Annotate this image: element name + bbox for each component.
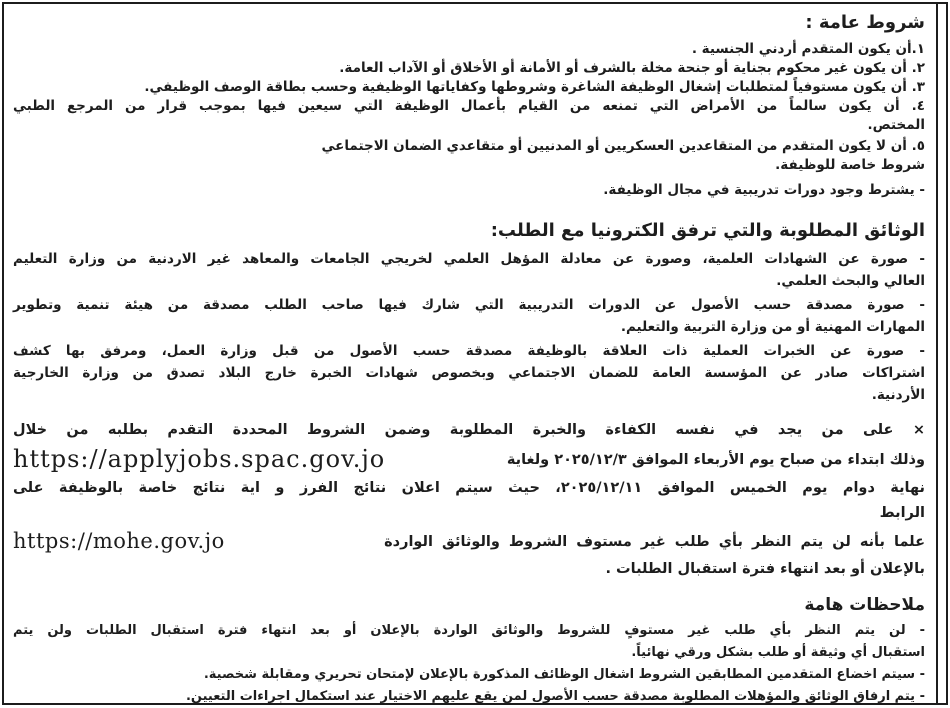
application-line: بالإعلان أو بعد انتهاء فترة استقبال الطلبات . [605, 561, 925, 577]
application-line: الرابط [879, 505, 925, 521]
condition-line: ٤. أن يكون سالماً من الأمراض التي تمنعه من القيام بأعمال الوظيفة التي سيعين فيها بموجب قرار من المرجع الطبي [13, 98, 925, 114]
results-url-text: https://mohe.gov.jo [13, 529, 225, 553]
document-line: المهارات المهنية أو من وزارة التربية والتعليم. [620, 319, 925, 335]
results-url-line [13, 526, 925, 557]
document-line: - صورة عن الشهادات العلمية، وصورة عن معادلة المؤهل العلمي لخريجي الجامعات والمعاهد غير الاردنية من وزارة التعليم [13, 251, 925, 267]
application-line: وذلك ابتداء من صباح يوم الأربعاء الموافق ٢٠٢٥/١٢/٣ ولغاية [506, 451, 925, 468]
apply-url-text: https://applyjobs.spac.gov.jo [13, 445, 386, 473]
note-line: - سيتم اخضاع المتقدمين المطابقين الشروط اشغال الوظائف المذكورة بالإعلان لإمتحان تحريري ومقابلة شخصية. [203, 667, 925, 682]
note-line: - لن يتم النظر بأي طلب غير مستوفٍ للشروط والوثائق الواردة بالإعلان أو بعد انتهاء فترة استقبال الطلبات ولن يتم [13, 623, 925, 638]
document-line: اشتراكات صادر عن المؤسسة العامة للضمان الاجتماعي وبخصوص شهادات الخبرة خارج البلاد تصدق من وزارة الخارجية [13, 365, 925, 381]
condition-line: ٣. أن يكون مستوفياً لمتطلبات إشغال الوظيفة الشاغرة وشروطها وكفاياتها الوظيفية وحسب بطاقة الوصف الوظيفي. [144, 79, 925, 95]
section-general-conditions [13, 10, 925, 200]
section-title: الوثائق المطلوبة والتي ترفق الكترونيا مع الطلب: [490, 220, 925, 241]
section-important-notes [13, 594, 925, 708]
note-line: استقبال أي وثيقة أو طلب بشكل ورقي نهائياً. [631, 645, 925, 660]
condition-line: ٥. أن لا يكون المتقدم من المتقاعدين العسكريين أو المدنيين أو متقاعدي الضمان الاجتماعي [321, 138, 925, 154]
document-line: العالي والبحث العلمي. [776, 273, 925, 289]
condition-line: ١.أن يكون المتقدم أردني الجنسية . [691, 41, 925, 57]
document-page [13, 8, 925, 708]
note-line: - يتم ارفاق الوثائق والمؤهلات المطلوبة مصدقة حسب الأصول لمن يقع عليهم الاختيار عند استكمال اجراءات التعيين. [185, 689, 925, 704]
column-rule [936, 4, 938, 703]
condition-line: المختص. [867, 117, 925, 133]
document-line: - صورة مصدقة حسب الأصول عن الدورات التدريبية التي شارك فيها صاحب الطلب مصدقة من هيئة تنمية وتطوير [13, 297, 925, 313]
condition-line: ٢. أن يكون غير محكوم بجناية أو جنحة مخلة بالشرف أو الأمانة أو الأخلاق أو الآداب العامة. [339, 60, 925, 76]
section-title: شروط عامة : [805, 12, 925, 33]
application-line: علما بأنه لن يتم النظر بأي طلب غير مستوف الشروط والوثائق الواردة [384, 533, 925, 550]
section-required-documents [13, 218, 925, 406]
condition-line: - يشترط وجود دورات تدريبية في مجال الوظيفة. [603, 182, 925, 198]
document-line: الأردنية. [871, 387, 925, 403]
application-line: × على من يجد في نفسه الكفاءة والخبرة المطلوبة وضمن الشروط المحددة التقدم بطلبه من خلال [13, 422, 925, 438]
application-url-line [13, 443, 925, 476]
special-conditions-subtitle: شروط خاصة للوظيفة. [775, 157, 925, 173]
document-line: - صورة عن الخبرات العملية ذات العلاقة بالوظيفة مصدقة حسب الأصول من قبل وزارة العمل، ومرفق بها كشف [13, 343, 925, 359]
section-title: ملاحظات هامة [804, 595, 925, 615]
application-line: نهاية دوام يوم الخميس الموافق ٢٠٢٥/١٢/١١، حيث سيتم اعلان نتائج الفرز و اية نتائج خاصة بالوظيفة على [13, 480, 925, 496]
section-application-instructions [13, 418, 925, 582]
